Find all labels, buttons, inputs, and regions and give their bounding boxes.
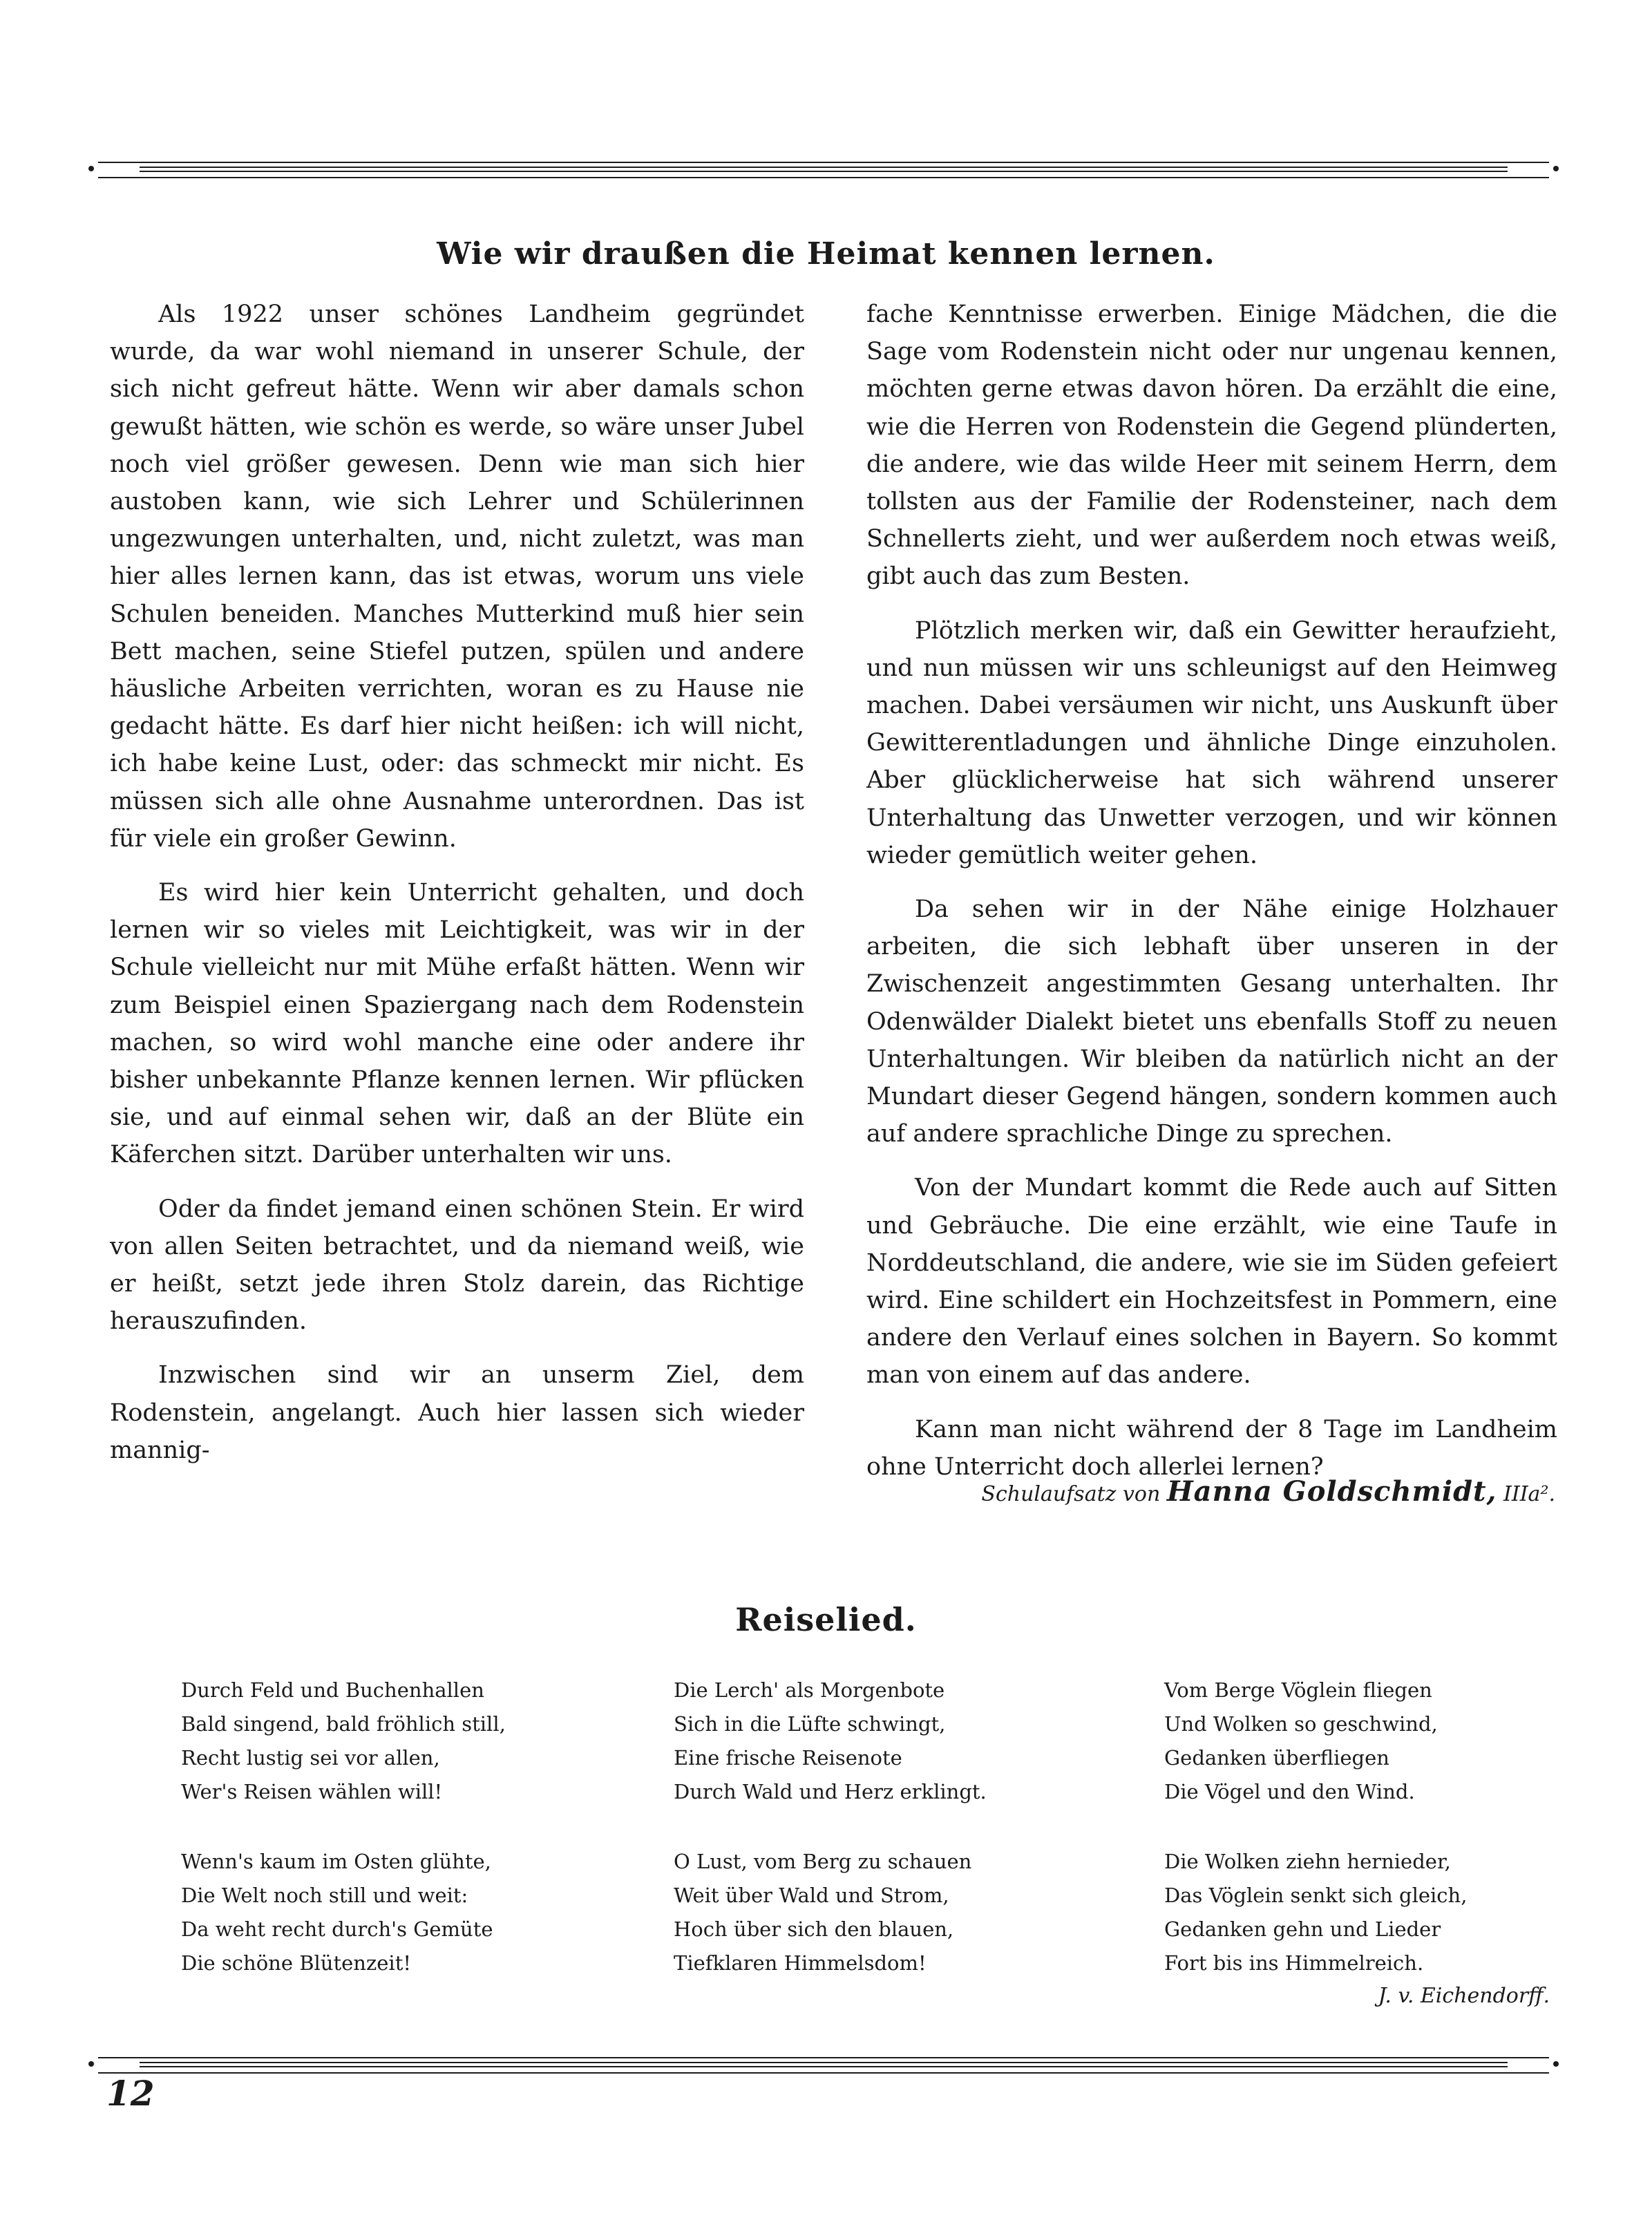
article-paragraph: Plötzlich merken wir, daß ein Gewitter heraufzieht, und nun müssen wir uns schleunigst auf den Heimweg machen. Dabei versäumen wir nicht, uns Auskunft über Gewitterentladungen und ähnliche Dinge einzuholen. Aber glücklicherweise hat sich während unserer Unterhaltung das Unwetter verzogen, und wir können wieder gemütlich weiter gehen. [866, 616, 1557, 869]
bottom-ornamental-rule [88, 2057, 1559, 2072]
article-title: Wie wir draußen die Heimat kennen lernen. [437, 236, 1215, 272]
byline-author-name: Hanna Goldschmidt, [1166, 1475, 1497, 1508]
byline-class: IIIa². [1503, 1482, 1555, 1506]
article-paragraph: Da sehen wir in der Nähe einige Holzhauer arbeiten, die sich lebhaft über unseren in der Zwischenzeit angestimmten Gesang unterhalten. Ihr Odenwälder Dialekt bietet uns ebenfalls Stoff zu neuen Unterhaltungen. Wir bleiben da natürlich nicht an der Mundart dieser Gegend hängen, sondern kommen auch auf andere sprachliche Dinge zu sprechen. [866, 895, 1557, 1148]
byline-prefix: Schulaufsatz von [981, 1482, 1161, 1506]
poem-line: Bald singend, bald fröhlich still, [181, 1712, 506, 1736]
article-paragraph: Von der Mundart kommt die Rede auch auf Sitten und Gebräuche. Die eine erzählt, wie eine Taufe in Norddeutschland, die andere, wie sie im Süden gefeiert wird. Eine schildert ein Hochzeitsfest in Pommern, eine andere den Verlauf eines solchen in Bayern. So kommt man von einem auf das andere. [866, 1174, 1557, 1390]
poem-line: Vom Berge Vöglein fliegen [1164, 1678, 1432, 1702]
rule-dot-right [1553, 2061, 1559, 2067]
poem-line: Sich in die Lüfte schwingt, [674, 1712, 946, 1736]
poem-stanza-4 [181, 1845, 493, 1980]
poem-line: O Lust, vom Berg zu schauen [674, 1850, 972, 1873]
poem-line: Recht lustig sei vor allen, [181, 1746, 440, 1770]
rule-dot-left [88, 2061, 94, 2067]
poem-line: Gedanken gehn und Lieder [1164, 1917, 1441, 1941]
poem-stanza-5 [674, 1845, 971, 1980]
page-number: 12 [106, 2073, 155, 2114]
poem-line: Die schöne Blütenzeit! [181, 1951, 412, 1975]
article-column-left [110, 296, 804, 1486]
poem-line: Die Wolken ziehn hernieder, [1164, 1850, 1451, 1873]
poem-stanza-1 [181, 1674, 506, 1809]
article-byline [981, 1475, 1555, 1508]
article-paragraph: fache Kenntnisse erwerben. Einige Mädchen, die die Sage vom Rodenstein nicht oder nur ungenau kennen, möchten gerne etwas davon hören. Da erzählt die eine, wie die Herren von Rodenstein die Gegend plünderten, die andere, wie das wilde Heer mit seinem Herrn, dem tollsten aus der Familie der Rodensteiner, nach dem Schnellerts zieht, und wer außerdem noch etwas weiß, gibt auch das zum Besten. [866, 301, 1557, 591]
poem-line: Die Welt noch still und weit: [181, 1884, 468, 1907]
top-ornamental-rule [88, 162, 1559, 177]
poem-line: Das Vöglein senkt sich gleich, [1164, 1884, 1468, 1907]
poem-line: Da weht recht durch's Gemüte [181, 1917, 493, 1941]
poem-line: Fort bis ins Himmelreich. [1164, 1951, 1424, 1975]
poem-stanza-3 [1164, 1674, 1438, 1809]
poem-line: Wenn's kaum im Osten glühte, [181, 1850, 491, 1873]
poem-line: Weit über Wald und Strom, [674, 1884, 949, 1907]
poem-stanza-2 [674, 1674, 987, 1809]
rule-lines [98, 2057, 1549, 2074]
article-paragraph: Kann man nicht während der 8 Tage im Landheim ohne Unterricht doch allerlei lernen? [866, 1415, 1557, 1481]
poem-line: Eine frische Reisenote [674, 1746, 902, 1770]
article-paragraph: Es wird hier kein Unterricht gehalten, und doch lernen wir so vieles mit Leichtigkeit, was wir in der Schule vielleicht nur mit Mühe erfaßt hätten. Wenn wir zum Beispiel einen Spaziergang nach dem Rodenstein machen, so wird wohl manche eine oder andere ihr bisher unbekannte Pflanze kennen lernen. Wir pflücken sie, und auf einmal sehen wir, daß an der Blüte ein Käferchen sitzt. Darüber unterhalten wir uns. [110, 879, 804, 1169]
poem-line: Gedanken überfliegen [1164, 1746, 1389, 1770]
poem-line: Hoch über sich den blauen, [674, 1917, 954, 1941]
rule-dot-right [1553, 166, 1559, 171]
poem-stanza-6 [1164, 1845, 1467, 1980]
poem-line: Wer's Reisen wählen will! [181, 1780, 443, 1803]
poem-line: Die Vögel und den Wind. [1164, 1780, 1415, 1803]
poem-title: Reiselied. [735, 1601, 917, 1638]
rule-lines [98, 162, 1549, 178]
rule-dot-left [88, 166, 94, 171]
article-paragraph: Oder da findet jemand einen schönen Stein. Er wird von allen Seiten betrachtet, und da niemand weiß, wie er heißt, setzt jede ihren Stolz darein, das Richtige herauszufinden. [110, 1195, 804, 1336]
poem-line: Tiefklaren Himmelsdom! [674, 1951, 927, 1975]
poem-line: Und Wolken so geschwind, [1164, 1712, 1438, 1736]
poem-line: Durch Feld und Buchenhallen [181, 1678, 484, 1702]
poem-line: Durch Wald und Herz erklingt. [674, 1780, 987, 1803]
poem-author: J. v. Eichendorff. [1378, 1984, 1550, 2008]
article-column-right [866, 296, 1557, 1502]
article-paragraph: Inzwischen sind wir an unserm Ziel, dem Rodenstein, angelangt. Auch hier lassen sich wieder mannig- [110, 1361, 804, 1464]
article-paragraph: Als 1922 unser schönes Landheim gegründet wurde, da war wohl niemand in unserer Schule, der sich nicht gefreut hätte. Wenn wir aber damals schon gewußt hätten, wie schön es werde, so wäre unser Jubel noch viel größer gewesen. Denn wie man sich hier austoben kann, wie sich Lehrer und Schülerinnen ungezwungen unterhalten, und, nicht zuletzt, was man hier alles lernen kann, das ist etwas, worum uns viele Schulen beneiden. Manches Mutterkind muß hier sein Bett machen, seine Stiefel putzen, spülen und andere häusliche Arbeiten verrichten, woran es zu Hause nie gedacht hätte. Es darf hier nicht heißen: ich will nicht, ich habe keine Lust, oder: das schmeckt mir nicht. Es müssen sich alle ohne Ausnahme unterordnen. Das ist für viele ein großer Gewinn. [110, 301, 804, 853]
poem-line: Die Lerch' als Morgenbote [674, 1678, 945, 1702]
